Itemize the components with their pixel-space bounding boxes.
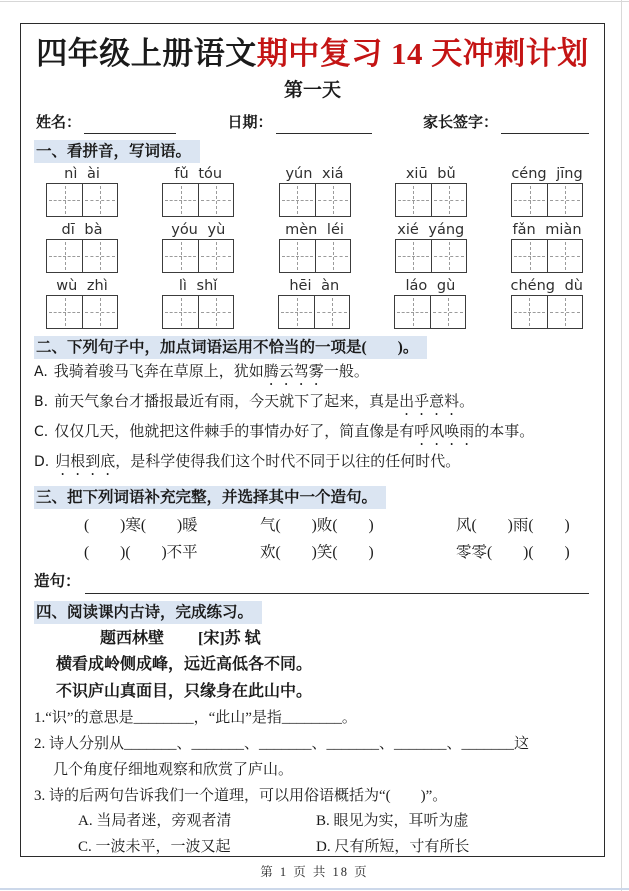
option-a-pre: 我骑着骏马飞奔在草原上，犹如 — [53, 364, 264, 380]
page-title — [34, 32, 591, 76]
tianzige-cell — [314, 296, 349, 328]
pinyin-word-group — [279, 165, 351, 217]
name-field-label: 姓名： — [36, 115, 82, 131]
poem-author: [宋]苏 轼 — [198, 630, 261, 647]
section1-heading: 一、看拼音，写词语。 — [34, 140, 200, 163]
option-c-emphasized: 呼风唤雨 — [414, 424, 475, 440]
option-d-emphasized: 归根到底 — [55, 454, 116, 470]
tianzige-box — [395, 239, 467, 273]
pinyin-word-group — [394, 277, 466, 329]
tianzige-cell — [280, 184, 315, 216]
poem-line: 横看成岭侧成峰，远近高低各不同。 — [56, 656, 313, 673]
tianzige-cell — [279, 296, 314, 328]
tianzige-box — [46, 183, 118, 217]
signature-field-line — [501, 116, 589, 134]
tianzige-cell — [47, 240, 82, 272]
tianzige-box — [162, 183, 234, 217]
pinyin-label: hēi àn — [289, 278, 340, 294]
pinyin-word-group — [46, 165, 118, 217]
option-c-pre: 仅仅几天，他就把这件棘手的事情办好了，简直像是有 — [54, 424, 415, 440]
question-3: 3. 诗的后两句告诉我们一个道理，可以用俗语概括为“( )”。 — [34, 788, 448, 804]
tianzige-box — [46, 239, 118, 273]
date-field — [227, 112, 371, 134]
pinyin-label: chéng dù — [510, 278, 583, 294]
tianzige-box — [278, 295, 350, 329]
pinyin-word-group — [395, 165, 467, 217]
option-row-d — [34, 449, 591, 479]
pinyin-label: lì shǐ — [178, 278, 218, 294]
pinyin-label: mèn léi — [285, 222, 344, 238]
poem-line: 不识庐山真面目，只缘身在此山中。 — [56, 683, 313, 700]
option-b-emphasized: 出乎意料 — [399, 394, 460, 410]
fill-in-words — [34, 512, 591, 566]
sentence-label: 造句： — [34, 573, 81, 590]
tianzige-cell — [547, 184, 582, 216]
poem-title-row — [34, 627, 591, 651]
tianzige-cell — [82, 184, 117, 216]
fill-in-item: 气( )败( ) — [260, 517, 374, 534]
tianzige-cell — [82, 240, 117, 272]
choices-row — [78, 809, 591, 835]
option-b-label: B. — [34, 394, 49, 410]
choice-c: C. 一波未平，一波又起 — [78, 838, 231, 855]
tianzige-cell — [198, 240, 233, 272]
pinyin-word-group — [46, 277, 118, 329]
tianzige-cell — [47, 296, 82, 328]
section3-heading: 三、把下列词语补充完整，并选择其中一个造句。 — [34, 486, 386, 509]
fill-in-item: 风( )雨( ) — [456, 517, 570, 534]
choice-a: A. 当局者迷，旁观者清 — [78, 813, 232, 829]
pinyin-label: fǔ tóu — [174, 166, 223, 182]
fill-in-item: ( )( )不平 — [84, 544, 198, 561]
option-d-label: D. — [34, 454, 50, 470]
pinyin-label: dī bà — [61, 222, 103, 238]
option-c-label: C. — [34, 424, 49, 440]
option-row-b — [34, 389, 591, 419]
option-row-a — [34, 359, 591, 389]
tianzige-box — [162, 295, 234, 329]
sheet-border — [20, 23, 605, 857]
choice-d: D. 尺有所短，寸有所长 — [316, 838, 470, 855]
tianzige-cell — [163, 296, 198, 328]
title-black-part: 四年级上册语文 — [36, 36, 257, 71]
tianzige-cell — [315, 240, 350, 272]
tianzige-cell — [163, 240, 198, 272]
choices-row — [78, 835, 591, 861]
question-2-continued: 几个角度仔细地观察和欣赏了庐山。 — [53, 762, 294, 778]
header-fields-row — [34, 112, 591, 134]
option-b-post: 。 — [459, 394, 475, 410]
tianzige-cell — [396, 240, 431, 272]
fill-in-item: 零零( )( ) — [456, 544, 570, 561]
title-red-part: 期中复习 14 天冲刺计划 — [256, 36, 589, 71]
pinyin-label: céng jīng — [511, 166, 583, 182]
tianzige-box — [511, 183, 583, 217]
pinyin-word-group — [511, 165, 583, 217]
poem-title: 题西林壁 — [100, 630, 165, 647]
signature-field-label: 家长签字： — [422, 115, 498, 131]
page-bottom-edge — [0, 888, 629, 890]
pinyin-word-group — [511, 277, 583, 329]
tianzige-cell — [395, 296, 430, 328]
pinyin-word-group — [162, 165, 234, 217]
pinyin-word-group — [162, 221, 234, 273]
tianzige-cell — [512, 296, 547, 328]
pinyin-grid — [34, 165, 591, 329]
pinyin-word-group — [46, 221, 118, 273]
pinyin-label: wù zhì — [56, 278, 108, 294]
pinyin-label: nì ài — [64, 166, 100, 182]
signature-field — [423, 112, 589, 134]
section2-heading: 二、下列句子中，加点词语运用不恰当的一项是( )。 — [34, 336, 427, 359]
fill-in-row — [84, 512, 591, 539]
option-a-emphasized: 腾云驾雾 — [263, 364, 324, 380]
tianzige-cell — [512, 240, 547, 272]
tianzige-cell — [198, 296, 233, 328]
tianzige-box — [46, 295, 118, 329]
option-c-post: 的本事。 — [474, 424, 535, 440]
name-field-line — [84, 116, 176, 134]
page-top-edge — [0, 1, 629, 2]
tianzige-box — [279, 239, 351, 273]
tianzige-cell — [163, 184, 198, 216]
fill-in-row — [84, 539, 591, 566]
tianzige-cell — [547, 296, 582, 328]
option-d-post: ，是科学使得我们这个时代不同于以往的任何时代。 — [115, 454, 461, 470]
tianzige-cell — [547, 240, 582, 272]
tianzige-box — [511, 239, 583, 273]
fill-in-item: ( )寒( )暖 — [84, 517, 198, 534]
date-field-line — [276, 116, 372, 134]
day-subtitle: 第一天 — [283, 80, 341, 101]
pinyin-word-group — [511, 221, 583, 273]
pinyin-word-group — [162, 277, 234, 329]
option-a-label: A. — [34, 364, 48, 380]
tianzige-cell — [47, 184, 82, 216]
pinyin-label: láo gù — [405, 278, 456, 294]
sentence-blank-line — [85, 574, 589, 594]
name-field — [36, 112, 176, 134]
tianzige-cell — [198, 184, 233, 216]
pinyin-label: yóu yù — [171, 222, 226, 238]
sentence-making-row — [34, 569, 591, 594]
tianzige-cell — [280, 240, 315, 272]
pinyin-word-group — [395, 221, 467, 273]
tianzige-cell — [430, 296, 465, 328]
question-3-choices — [34, 809, 591, 860]
tianzige-cell — [315, 184, 350, 216]
page-right-edge — [621, 0, 622, 891]
tianzige-box — [279, 183, 351, 217]
pinyin-word-group — [279, 221, 351, 273]
section4-heading: 四、阅读课内古诗，完成练习。 — [34, 601, 262, 624]
tianzige-cell — [431, 240, 466, 272]
choice-b: B. 眼见为实，耳听为虚 — [316, 813, 469, 829]
tianzige-box — [395, 183, 467, 217]
pinyin-row — [46, 277, 583, 329]
pinyin-label: yún xiá — [285, 166, 344, 182]
option-a-post: 一般。 — [323, 364, 369, 380]
date-field-label: 日期： — [227, 115, 273, 131]
option-row-c — [34, 419, 591, 449]
tianzige-cell — [82, 296, 117, 328]
pinyin-row — [46, 165, 583, 217]
tianzige-box — [162, 239, 234, 273]
pinyin-word-group — [278, 277, 350, 329]
pinyin-label: fǎn miàn — [512, 222, 582, 238]
page-number-footer: 第 1 页 共 18 页 — [260, 865, 369, 879]
pinyin-label: xié yáng — [397, 222, 465, 238]
tianzige-box — [511, 295, 583, 329]
tianzige-cell — [512, 184, 547, 216]
fill-in-item: 欢( )笑( ) — [260, 544, 374, 561]
question-2: 2. 诗人分别从_______、_______、_______、_______、_______、_______这 — [34, 736, 530, 752]
question-1: 1.“识”的意思是________，“此山”是指________。 — [34, 710, 357, 726]
section2-options — [34, 359, 591, 479]
tianzige-cell — [396, 184, 431, 216]
tianzige-cell — [431, 184, 466, 216]
pinyin-row — [46, 221, 583, 273]
pinyin-label: xiū bǔ — [405, 166, 456, 182]
option-b-pre: 前天气象台才播报最近有雨，今天就下了起来，真是 — [54, 394, 400, 410]
tianzige-box — [394, 295, 466, 329]
